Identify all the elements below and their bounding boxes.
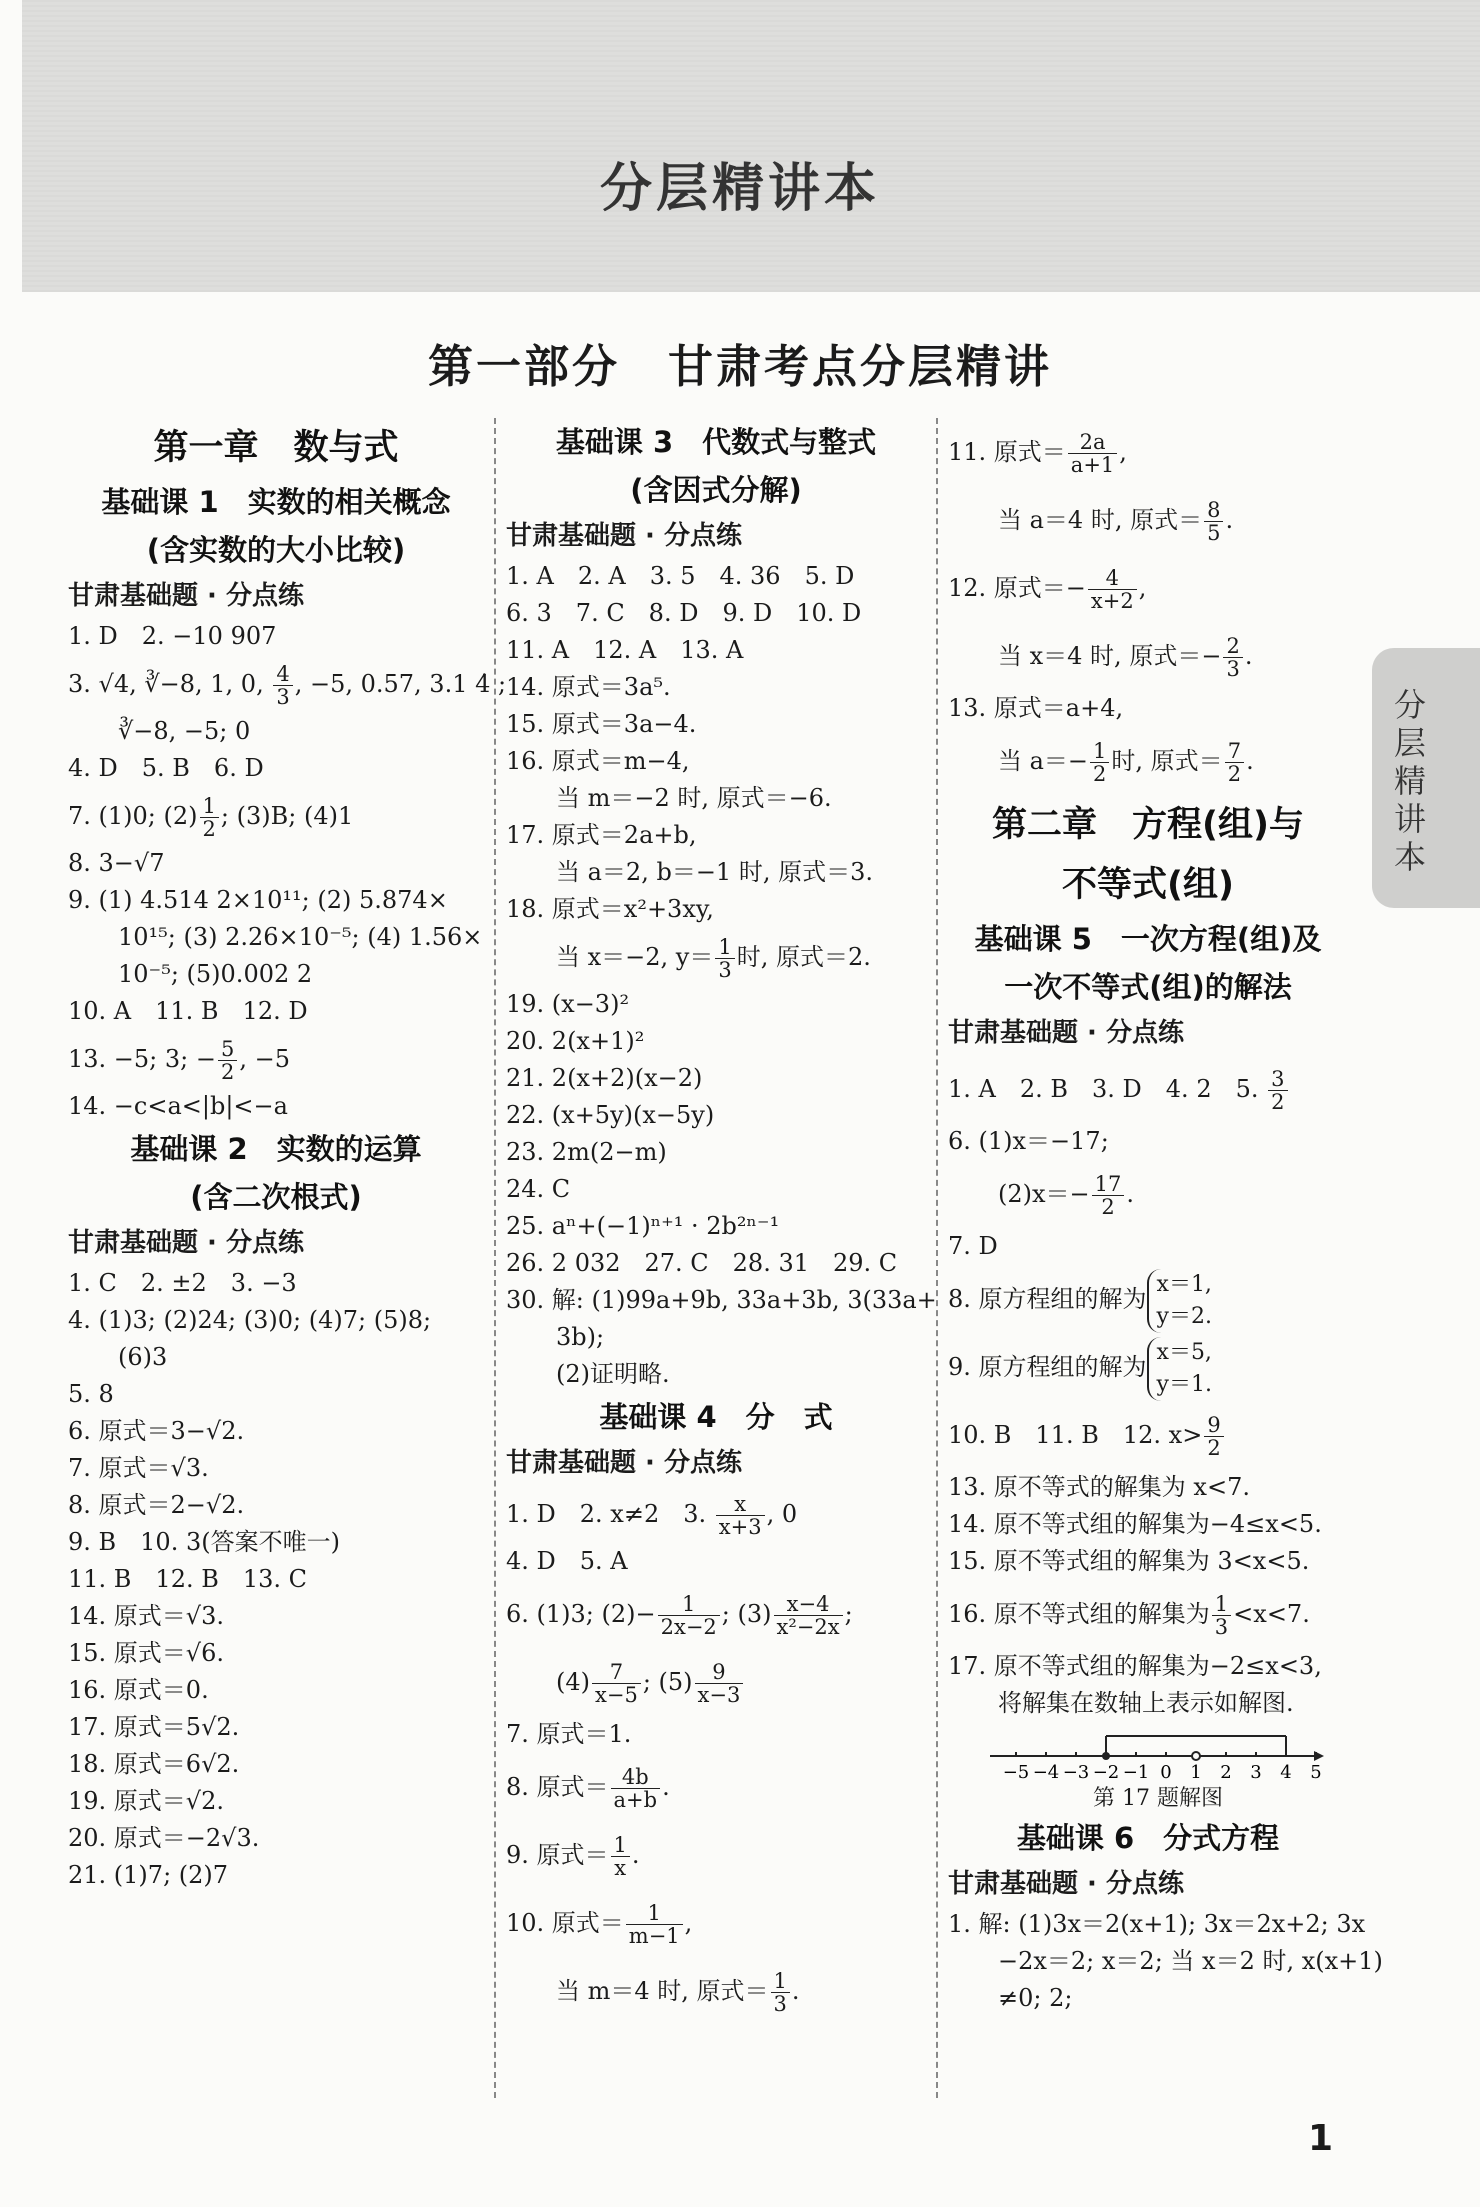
fraction: $\frac{8}{5}$	[1204, 499, 1223, 544]
answer-item: 7. 原式＝√3.	[68, 1454, 209, 1482]
answer-item: ≠0; 2;	[998, 1984, 1073, 2012]
answer-item: 当 m＝−2 时, 原式＝−6.	[556, 784, 832, 812]
answer-item: 9. B 10. 3(答案不唯一)	[68, 1528, 340, 1556]
side-tab-char: 层	[1393, 724, 1426, 762]
number-line-tick-label: −1	[1122, 1762, 1150, 1783]
side-tab-char: 分	[1393, 686, 1426, 724]
answer-item: −2x＝2; x＝2; 当 x＝2 时, x(x+1)	[998, 1947, 1383, 1975]
answer-item: 11. 原式＝ $\frac{2a}{a+1}$ ,	[948, 429, 1127, 477]
fraction: $\frac{1}{m-1}$	[626, 1902, 683, 1947]
answer-item: 6. 3 7. C 8. D 9. D 10. D	[506, 599, 862, 627]
fraction: $\frac{4b}{a+b}$	[611, 1766, 661, 1811]
number-line-tick-label: 4	[1280, 1762, 1292, 1783]
number-line-tick-label: −5	[1002, 1762, 1030, 1783]
answer-item: 8. 原式＝ $\frac{4b}{a+b}$ .	[506, 1764, 670, 1812]
answer-item: 10. B 11. B 12. x> $\frac{9}{2}$	[948, 1401, 1348, 1469]
section-heading: 甘肃基础题 · 分点练	[506, 521, 742, 551]
answer-item: 9. (1) 4.514 2×10¹¹; (2) 5.874×	[68, 886, 448, 914]
answer-item: 22. (x+5y)(x−5y)	[506, 1101, 715, 1129]
fraction: $\frac{7}{2}$	[1225, 740, 1244, 785]
side-tab-label	[1390, 686, 1430, 876]
answer-item: (2)证明略.	[556, 1360, 670, 1388]
answer-item: 8. 原式＝2−√2.	[68, 1491, 245, 1519]
fraction: $\frac{9}{2}$	[1204, 1414, 1223, 1459]
lesson-subtitle: (含因式分解)	[630, 473, 802, 507]
answer-item: 10¹⁵; (3) 2.26×10⁻⁵; (4) 1.56×	[118, 923, 483, 951]
answer-item: 10. A 11. B 12. D	[68, 997, 308, 1025]
fraction: $\frac{2}{3}$	[1223, 635, 1242, 680]
answer-item: 6. (1)3; (2)− $\frac{1}{2x-2}$ ; (3) $\frac{x-4}{\text{x²−2x}}$ ;	[506, 1591, 853, 1639]
answer-item: 7. 原式＝1.	[506, 1720, 632, 1748]
side-tab-char: 本	[1393, 838, 1426, 876]
fraction: $\frac{3}{2}$	[1268, 1068, 1287, 1113]
answer-item: 1. D 2. x≠2 3. $\frac{x}{x+3}$ , 0	[506, 1491, 798, 1539]
answer-item: 17. 原式＝2a+b,	[506, 821, 697, 849]
number-line-tick-label: −3	[1062, 1762, 1090, 1783]
answer-item: 10. 原式＝ $\frac{1}{m-1}$ ,	[506, 1900, 693, 1948]
answer-item: 4. D 5. B 6. D	[68, 754, 264, 782]
answer-item: (4) $\frac{7}{x-5}$ ; (5) $\frac{9}{x-3}$	[506, 1648, 926, 1716]
number-line-tick-label: −2	[1092, 1762, 1120, 1783]
fraction: $\frac{1}{3}$	[1212, 1593, 1231, 1638]
answer-item: 14. 原不等式组的解集为−4≤x<5.	[948, 1510, 1322, 1538]
answer-item: 8. 3−√7	[68, 849, 165, 877]
answer-item: 9. 原方程组的解为x＝5, y＝1.	[948, 1333, 1348, 1401]
answer-item: 当 x＝4 时, 原式＝− $\frac{2}{3}$ .	[998, 633, 1253, 681]
fraction: $\frac{7}{x-5}$	[592, 1661, 641, 1706]
answer-item: 1. A 2. B 3. D 4. 2 5. $\frac{3}{2}$	[948, 1055, 1348, 1123]
answer-item: 30. 解: (1)99a+9b, 33a+3b, 3(33a+	[506, 1286, 937, 1314]
answer-item: 13. 原不等式的解集为 x<7.	[948, 1473, 1250, 1501]
answer-item: 21. 2(x+2)(x−2)	[506, 1064, 703, 1092]
chapter-title: 不等式(组)	[1062, 865, 1234, 905]
number-line-tick-label: 3	[1250, 1762, 1262, 1783]
answer-item: 14. 原式＝√3.	[68, 1602, 224, 1630]
fraction: $\frac{1}{2}$	[200, 795, 219, 840]
answer-item: 21. (1)7; (2)7	[68, 1861, 229, 1889]
side-tab-char: 精	[1393, 762, 1426, 800]
answer-item: 19. 原式＝√2.	[68, 1787, 224, 1815]
answer-item: 当 a＝− $\frac{1}{2}$ 时, 原式＝ $\frac{7}{2}$ .	[998, 738, 1254, 786]
fraction: $\frac{4}{3}$	[273, 663, 292, 708]
answer-item: 11. A 12. A 13. A	[506, 636, 744, 664]
answer-item: 11. B 12. B 13. C	[68, 1565, 308, 1593]
section-heading: 甘肃基础题 · 分点练	[68, 581, 304, 611]
equation-system: x＝5, y＝1.	[1147, 1337, 1212, 1401]
fraction: $\frac{17}{2}$	[1092, 1173, 1125, 1218]
lesson-title: 基础课 2 实数的运算	[130, 1132, 422, 1166]
answer-item: 6. 原式＝3−√2.	[68, 1417, 245, 1445]
chapter-title: 第二章 方程(组)与	[992, 805, 1304, 845]
answer-item: 25. aⁿ+(−1)ⁿ⁺¹ · 2b²ⁿ⁻¹	[506, 1212, 780, 1240]
answer-item: 1. D 2. −10 907	[68, 622, 277, 650]
answer-item: 4. D 5. A	[506, 1547, 628, 1575]
answer-item: 5. 8	[68, 1380, 114, 1408]
open-point	[1192, 1752, 1200, 1760]
answer-item: 3b);	[556, 1323, 605, 1351]
answer-item: 9. 原式＝ $\frac{1}{x}$ .	[506, 1832, 640, 1880]
number-line-diagram	[988, 1728, 1328, 1784]
fraction: $\frac{x}{x+3}$	[716, 1493, 765, 1538]
answer-item: 12. 原式＝− $\frac{4}{x+2}$ ,	[948, 565, 1147, 613]
answer-item: 13. 原式＝a+4,	[948, 694, 1124, 722]
answer-item: 1. 解: (1)3x＝2(x+1); 3x＝2x+2; 3x	[948, 1910, 1366, 1938]
lesson-title: 基础课 1 实数的相关概念	[101, 485, 451, 519]
answer-item: 20. 原式＝−2√3.	[68, 1824, 260, 1852]
answer-item: 1. C 2. ±2 3. −3	[68, 1269, 297, 1297]
lesson-title: 基础课 6 分式方程	[1016, 1821, 1280, 1855]
page-number: 1	[1308, 2118, 1334, 2159]
lesson-title: 一次不等式(组)的解法	[1004, 970, 1292, 1004]
answer-item: 17. 原不等式组的解集为−2≤x<3,	[948, 1652, 1322, 1680]
banner-title: 分层精讲本	[599, 158, 880, 219]
fraction: $\frac{1}{x}$	[611, 1834, 630, 1879]
answer-item: 15. 原不等式组的解集为 3<x<5.	[948, 1547, 1310, 1575]
answer-item: 18. 原式＝x²+3xy,	[506, 895, 714, 923]
lesson-title: 基础课 3 代数式与整式	[555, 425, 877, 459]
answer-item: 10⁻⁵; (5)0.002 2	[118, 960, 313, 988]
answer-item: 将解集在数轴上表示如解图.	[998, 1689, 1294, 1717]
fraction: $\frac{2a}{a+1}$	[1068, 431, 1117, 476]
section-heading: 甘肃基础题 · 分点练	[68, 1228, 304, 1258]
answer-item: 1. A 2. A 3. 5 4. 36 5. D	[506, 562, 855, 590]
lesson-subtitle: (含二次根式)	[190, 1180, 362, 1214]
lesson-title: 基础课 5 一次方程(组)及	[974, 922, 1322, 956]
answer-item: 23. 2m(2−m)	[506, 1138, 667, 1166]
answer-item: (6)3	[118, 1343, 168, 1371]
lesson-title: 基础课 4 分 式	[599, 1400, 833, 1434]
closed-point	[1102, 1752, 1110, 1760]
fraction: $\frac{1}{2x-2}$	[658, 1593, 720, 1638]
answer-item: 24. C	[506, 1175, 571, 1203]
answer-item: 当 a＝2, b＝−1 时, 原式＝3.	[556, 858, 873, 886]
number-line-tick-label: 1	[1190, 1762, 1202, 1783]
lesson-subtitle: (含实数的大小比较)	[146, 533, 406, 567]
fraction: $\frac{1}{3}$	[715, 936, 734, 981]
answer-item: 当 m＝4 时, 原式＝ $\frac{1}{3}$ .	[556, 1968, 800, 2016]
fraction: $\frac{4}{x+2}$	[1088, 567, 1137, 612]
answer-item: 20. 2(x+1)²	[506, 1027, 645, 1055]
fraction: $\frac{9}{x-3}$	[695, 1661, 744, 1706]
answer-item: 当 a＝4 时, 原式＝ $\frac{8}{5}$ .	[998, 497, 1234, 545]
number-line-tick-label: 5	[1310, 1762, 1322, 1783]
column-1	[68, 418, 507, 1894]
number-line-tick-label: −4	[1032, 1762, 1060, 1783]
answer-item: 13. −5; 3; − $\frac{5}{2}$ , −5	[68, 1036, 290, 1084]
answer-item: 16. 原式＝0.	[68, 1676, 209, 1704]
answer-item: 17. 原式＝5√2.	[68, 1713, 240, 1741]
column-divider	[936, 418, 938, 2098]
column-2	[506, 418, 937, 2025]
answer-item: 7. D	[948, 1232, 998, 1260]
answer-item: 7. (1)0; (2) $\frac{1}{2}$ ; (3)B; (4)1	[68, 793, 354, 841]
number-line-tick-label: 2	[1220, 1762, 1232, 1783]
answer-item: 19. (x−3)²	[506, 990, 630, 1018]
side-tab-char: 讲	[1393, 800, 1426, 838]
answer-item: 18. 原式＝6√2.	[68, 1750, 240, 1778]
column-3	[948, 418, 1383, 2017]
section-heading: 甘肃基础题 · 分点练	[948, 1869, 1184, 1899]
answer-item: 16. 原式＝m−4,	[506, 747, 690, 775]
answer-item: ∛−8, −5; 0	[118, 717, 251, 745]
answer-item: 14. 原式＝3a⁵.	[506, 673, 671, 701]
part-title: 第一部分 甘肃考点分层精讲	[427, 340, 1052, 393]
fraction: $\frac{1}{2}$	[1090, 740, 1109, 785]
section-heading: 甘肃基础题 · 分点练	[506, 1448, 742, 1478]
section-heading: 甘肃基础题 · 分点练	[948, 1018, 1184, 1048]
answer-item: 8. 原方程组的解为x＝1, y＝2.	[948, 1265, 1348, 1333]
number-line-tick-label: 0	[1160, 1762, 1172, 1783]
fraction: $\frac{5}{2}$	[218, 1038, 237, 1083]
answer-item: 26. 2 032 27. C 28. 31 29. C	[506, 1249, 898, 1277]
answer-item: 6. (1)x＝−17;	[948, 1127, 1109, 1155]
answer-item: 当 x＝−2, y＝ $\frac{1}{3}$ 时, 原式＝2.	[556, 934, 871, 982]
figure-caption: 第 17 题解图	[1093, 1786, 1223, 1811]
fraction: $\frac{1}{3}$	[771, 1970, 790, 2015]
answer-item: 4. (1)3; (2)24; (3)0; (4)7; (5)8;	[68, 1306, 432, 1334]
answer-item: 16. 原不等式组的解集为 $\frac{1}{3}$ <x<7.	[948, 1591, 1310, 1639]
answer-item: (2)x＝− $\frac{17}{2}$ .	[998, 1171, 1135, 1219]
answer-item: 3. √4, ∛−8, 1, 0, $\frac{4}{3}$ , −5, 0.57, 3.1 4̇ ;	[68, 661, 507, 709]
answer-item: 14. −c<a<|b|<−a	[68, 1092, 288, 1120]
answer-item: 15. 原式＝3a−4.	[506, 710, 697, 738]
answer-item: 15. 原式＝√6.	[68, 1639, 224, 1667]
fraction: $\frac{x-4}{\text{x²−2x}}$	[774, 1593, 843, 1638]
equation-system: x＝1, y＝2.	[1147, 1269, 1212, 1333]
chapter-title: 第一章 数与式	[153, 428, 399, 468]
